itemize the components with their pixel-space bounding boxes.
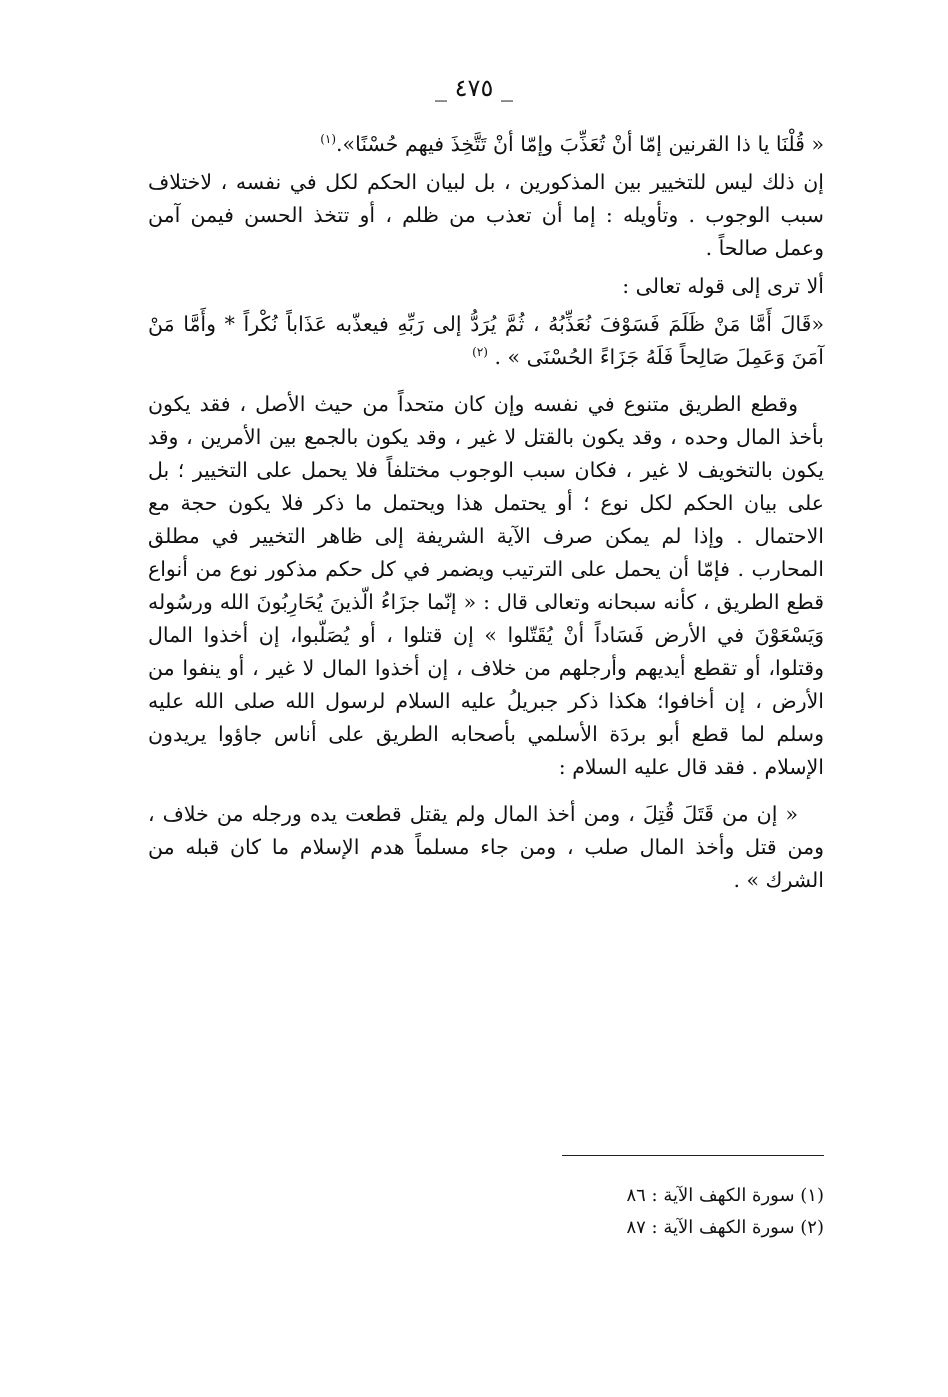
verse-2-text: «قَالَ أَمَّا مَنْ ظَلَمَ فَسَوْفَ نُعَذِّبُهُ ، ثُمَّ يُرَدُّ إلى رَبِّهِ فيعذّبه عَذَاباً نُكْراً * وأَمَّا مَنْ آمَنَ وَعَمِلَ صَالِحاً فَلَهُ جَزَاءً الحُسْنَى » . [148, 312, 824, 369]
paragraph-hadith: « إن من قَتَلَ قُتِلَ ، ومن أخذ المال ولم يقتل قطعت يده ورجله من خلاف ، ومن قتل وأخذ المال صلب ، ومن جاء مسلماً هدم الإسلام ما كان قبله من الشرك » . [148, 802, 824, 892]
footnote-1: (١) سورة الكهف الآية : ٨٦ [626, 1185, 824, 1206]
verse-1-text: « قُلْنَا يا ذا القرنين إمّا أنْ تُعَذِّبَ وإمّا أنْ تَتَّخِذَ فيهم حُسْنًا». [336, 132, 824, 156]
page-number: _ ٤٧٥ _ [435, 74, 513, 102]
quran-verse-1 [148, 128, 824, 161]
footnotes [500, 1180, 824, 1244]
footnote-ref-1: (١) [320, 132, 337, 147]
paragraph-explanation: إن ذلك ليس للتخيير بين المذكورين ، بل لبيان الحكم لكل في نفسه ، لاختلاف سبب الوجوب . وتأويله : إما أن تعذب من ظلم ، أو تتخذ الحسن فيمن آمن وعمل صالحاً . [148, 170, 824, 260]
footnote-divider [562, 1155, 824, 1156]
quran-verse-2 [148, 308, 824, 374]
body-text [148, 128, 824, 897]
paragraph-intro-verse: ألا ترى إلى قوله تعالى : [622, 274, 824, 298]
footnote-ref-2: (٢) [472, 345, 488, 360]
footnote-2: (٢) سورة الكهف الآية : ٨٧ [626, 1217, 824, 1238]
paragraph-highway-robbery: وقطع الطريق متنوع في نفسه وإن كان متحداً من حيث الأصل ، فقد يكون بأخذ المال وحده ، وقد يكون بالقتل لا غير ، وقد يكون بالجمع بين الأمرين ، وقد يكون بالتخويف لا غير ، فكان سبب الوجوب مختلفاً فلا يحمل على التخيير ؛ بل على بيان الحكم لكل نوع ؛ أو يحتمل هذا ويحتمل ما ذكر فلا يكون حجة مع الاحتمال . وإذا لم يمكن صرف الآية الشريفة إلى ظاهر التخيير في مطلق المحارب . فإمّا أن يحمل على الترتيب ويضمر في كل حكم مذكور نوع من أنواع قطع الطريق ، كأنه سبحانه وتعالى قال : « إنّما جزَاءُ الّذينَ يُحَارِبُونَ الله ورسُوله وَيَسْعَوْنَ في الأرض فَسَاداً أنْ يُقَتّلوا » إن قتلوا ، أو يُصَلّبوا، إن أخذوا المال وقتلوا، أو تقطع أيديهم وأرجلهم من خلاف ، إن أخذوا المال لا غير ، أو ينفوا من الأرض ، إن أخافوا؛ هكذا ذكر جبريلُ عليه السلام لرسول الله صلى الله عليه وسلم لما قطع أبو بردَة الأسلمي بأصحابه الطريق على أناس جاؤوا يريدون الإسلام . فقد قال عليه السلام : [148, 392, 824, 779]
